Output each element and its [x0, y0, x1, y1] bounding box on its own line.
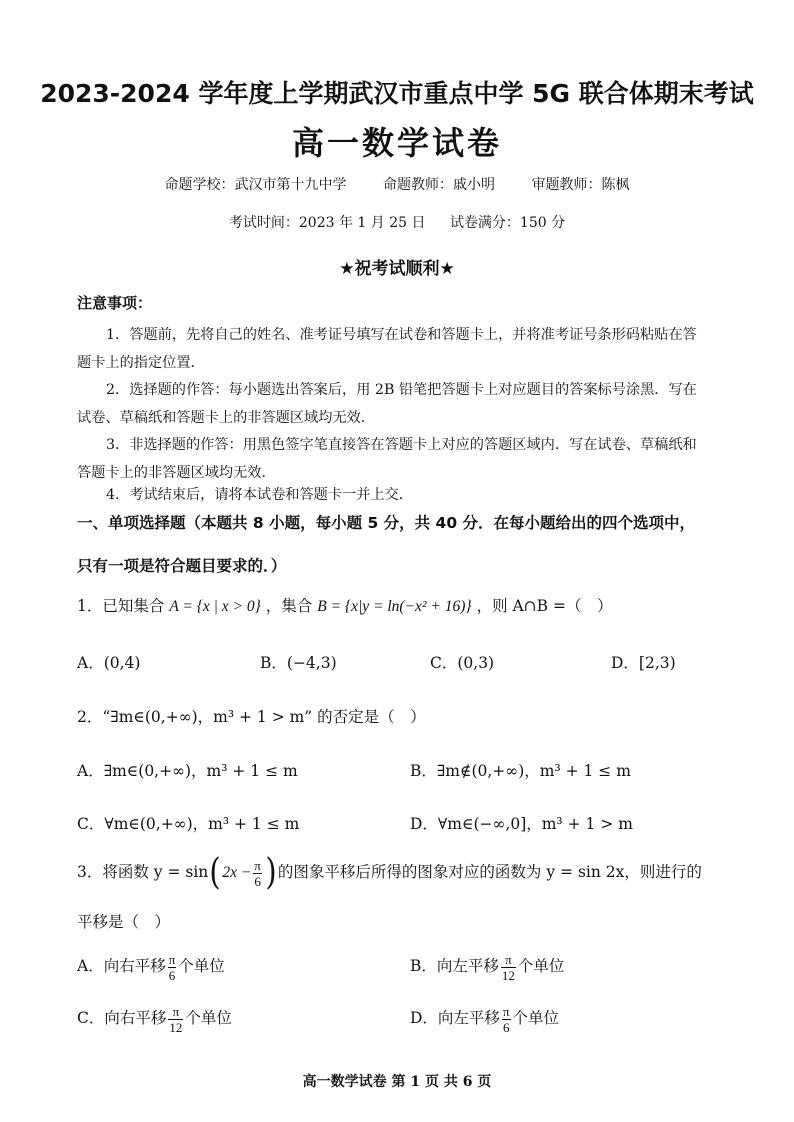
q3-fraction	[253, 858, 262, 889]
q3-frac-num: π	[254, 857, 261, 873]
q2-option-b: B．∃m∉(0,+∞)，m³ + 1 ≤ m	[410, 762, 631, 780]
school-label: 命题学校：武汉市第十九中学	[164, 177, 347, 193]
q3-right-paren: )	[265, 852, 277, 893]
q3-option-a	[77, 948, 225, 984]
notice-item-2: 2．选择题的作答：每小题选出答案后，用 2B 铅笔把答题卡上对应题目的答案标号涂黑．写在试卷、草稿纸和答题卡上的非答题区域均无效．	[77, 382, 697, 426]
q3-inner-left: 2x −	[222, 864, 252, 881]
q3-frac-den: 6	[254, 873, 261, 889]
q2-option-d: D．∀m∈(−∞,0]，m³ + 1 > m	[410, 815, 633, 833]
question-1-stem	[77, 594, 612, 616]
q3-b-fraction	[501, 952, 516, 983]
q1-option-b: B．(−4,3)	[260, 654, 337, 672]
q3-prefix: 3．将函数 y = sin	[77, 863, 209, 881]
proposer-info	[0, 174, 794, 194]
q3-stem-line-2: 平移是（ ）	[77, 913, 171, 931]
q1-set-a: A = {x | x > 0}	[169, 598, 261, 615]
q3-c-label: C．向右平移	[77, 1009, 167, 1027]
exam-info	[0, 212, 794, 232]
q3-c-den: 12	[169, 1019, 183, 1035]
exam-time: 考试时间：2023 年 1 月 25 日	[228, 215, 426, 231]
q3-d-fraction	[502, 1004, 511, 1035]
full-score: 试卷满分：150 分	[449, 215, 566, 231]
author-label: 命题教师：戚小明	[383, 177, 495, 193]
q1-option-a: A．(0,4)	[77, 654, 141, 672]
q1-set-b: B = {x|y = ln(−x² + 16)}	[317, 598, 472, 615]
q3-c-tail: 个单位	[185, 1009, 232, 1027]
q1-prefix: 1．已知集合	[77, 597, 165, 615]
q3-d-num: π	[502, 1003, 510, 1019]
section-heading-line-1: 一、单项选择题（本题共 8 小题，每小题 5 分，共 40 分．在每小题给出的四个选项中，	[77, 514, 696, 532]
q3-d-den: 6	[502, 1019, 510, 1035]
q1-suffix: ，则 A∩B =（ ）	[476, 597, 613, 615]
notice-item-1: 1．答题前，先将自己的姓名、准考证号填写在试卷和答题卡上，并将准考证号条形码粘贴在答题卡上的指定位置．	[77, 327, 697, 371]
q3-c-fraction	[168, 1004, 183, 1035]
q3-option-b	[410, 948, 564, 984]
q3-left-paren: (	[209, 852, 221, 893]
q3-a-fraction	[168, 952, 177, 983]
q2-option-a: A．∃m∈(0,+∞)，m³ + 1 ≤ m	[77, 762, 298, 780]
q3-option-c	[77, 1000, 232, 1036]
q3-option-d	[410, 1000, 559, 1036]
q3-a-tail: 个单位	[178, 957, 225, 975]
q3-a-den: 6	[168, 967, 176, 983]
good-luck-banner: ★祝考试顺利★	[339, 259, 455, 279]
q3-a-num: π	[168, 951, 176, 967]
q3-c-num: π	[168, 1004, 183, 1020]
question-2-stem: 2．“∃m∈(0,+∞)，m³ + 1 > m” 的否定是（ ）	[77, 708, 426, 726]
q3-a-label: A．向右平移	[77, 957, 166, 975]
q1-option-c: C．(0,3)	[430, 654, 495, 672]
q2-option-c: C．∀m∈(0,+∞)，m³ + 1 ≤ m	[77, 815, 300, 833]
exam-title: 2023-2024 学年度上学期武汉市重点中学 5G 联合体期末考试	[40, 79, 754, 108]
q3-b-den: 12	[501, 967, 515, 983]
q3-b-label: B．向左平移	[410, 957, 499, 975]
q3-b-num: π	[501, 952, 516, 968]
reviewer-label: 审题教师：陈枫	[531, 177, 630, 193]
page-footer: 高一数学试卷 第 1 页 共 6 页	[302, 1074, 492, 1090]
notice-item-4: 4．考试结束后，请将本试卷和答题卡一并上交．	[106, 487, 413, 503]
notice-heading: 注意事项：	[77, 294, 153, 312]
q3-d-tail: 个单位	[512, 1009, 560, 1027]
q3-suffix: 的图象平移后所得的图象对应的函数为 y = sin 2x，则进行的	[277, 863, 702, 881]
q1-option-d: D．[2,3)	[611, 654, 676, 672]
q3-b-tail: 个单位	[517, 957, 565, 975]
q1-mid: ，集合	[265, 597, 313, 615]
q3-d-label: D．向左平移	[410, 1009, 500, 1027]
section-heading-line-2: 只有一项是符合题目要求的．）	[77, 557, 287, 575]
paper-title: 高一数学试卷	[291, 124, 502, 162]
question-3-stem	[77, 852, 702, 893]
notice-item-3: 3．非选择题的作答：用黑色签字笔直接答在答题卡上对应的答题区域内．写在试卷、草稿纸和答题卡上的非答题区域均无效．	[77, 437, 697, 481]
